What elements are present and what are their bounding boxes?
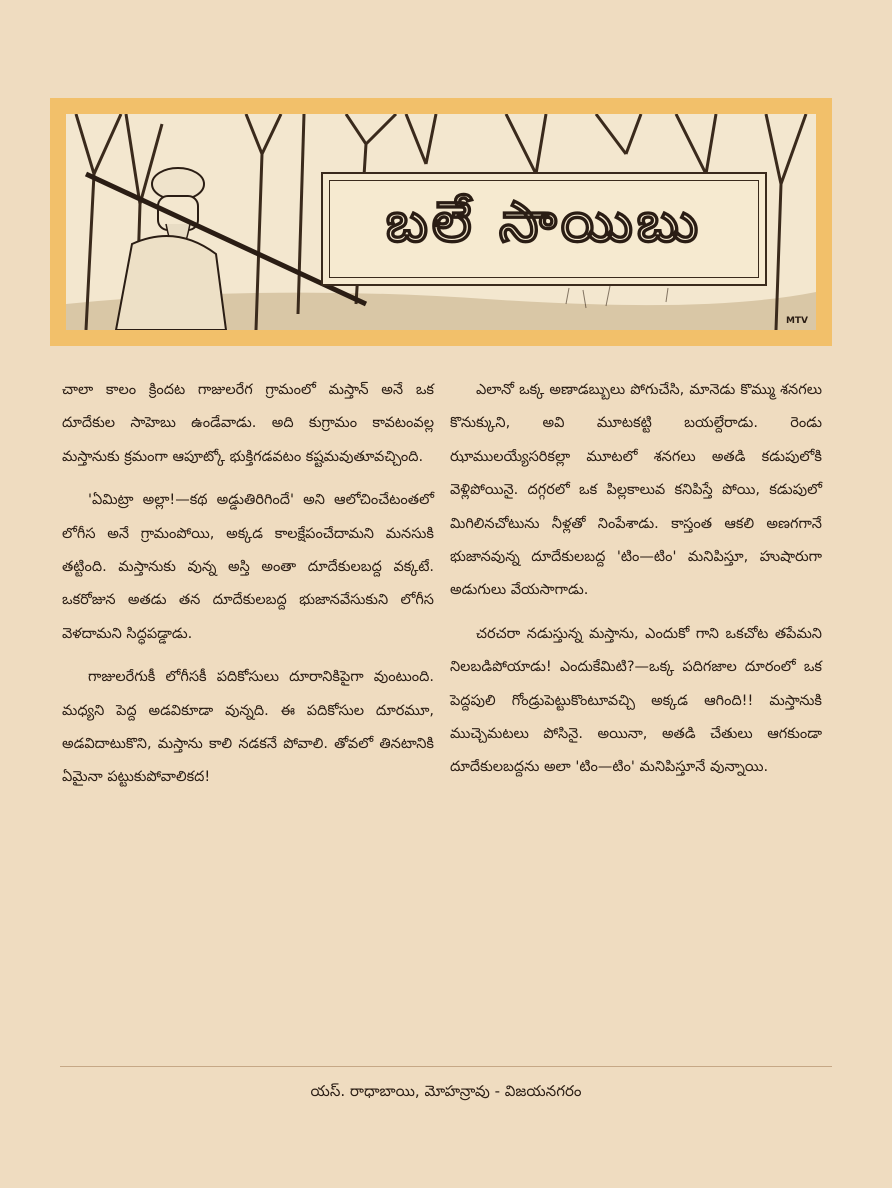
footer-divider	[60, 1066, 832, 1067]
story-title: బలే సాయిబు	[385, 189, 703, 255]
paragraph: 'ఏమిట్రా అల్లా!—కథ అడ్డుతిరిగిందే' అని ఆలోచించేటంతలో లోగీస అనే గ్రామంపోయి, అక్కడ కాలక్షేపంచేదామని మనసుకి తట్టింది. మస్తానుకు వున్న అస్తి అంతా దూదేకులబద్ద వక్కటే. ఒకరోజున అతడు తన దూదేకులబద్ద భుజానవేసుకుని లోగీస వెళదామని సిద్ధపడ్డాడు.	[62, 492, 434, 642]
right-column	[450, 374, 822, 795]
paragraph: చాలా కాలం క్రిందట గాజులరేగ గ్రామంలో మస్తాన్ అనే ఒక దూదేకుల సాహెబు ఉండేవాడు. అది కుగ్రామం కావటంవల్ల మస్తానుకు క్రమంగా ఆపూట్కో భుక్తిగడవటం కష్టమవుతూవచ్చింది.	[62, 382, 434, 465]
author-credit: యస్. రాధాబాయి, మోహన్రావు - విజయనగరం	[310, 1082, 582, 1100]
paragraph: గాజులరేగుకీ లోగీసకీ పదికోసులు దూరానికిపైగా వుంటుంది. మధ్యని పెద్ద అడవికూడా వున్నది. ఈ పదికోసుల దూరమూ, అడవిదాటుకొని, మస్తాను కాలి నడకనే పోవాలి. తోవలో తినటానికి ఏమైనా పట్టుకుపోవాలికద!	[62, 669, 434, 786]
title-frame	[321, 172, 767, 286]
paragraph: ఎలానో ఒక్క అణాడబ్బులు పోగుచేసి, మానెడు కొమ్ము శనగలు కొనుక్కుని, అవి మూటకట్టి బయల్దేరాడు. రెండు ఝాములయ్యేసరికల్లా మూటలో శనగలు అతడి కడుపులోకి వెళ్లిపోయినై. దగ్గరలో ఒక పిల్లకాలువ కనిపిస్తే పోయి, కడుపులో మిగిలినచోటును నీళ్లతో నింపేశాడు. కాస్తంత ఆకలి అణగగానే భుజానవున్న దూదేకులబద్ద 'టిం—టిం' మనిపిస్తూ, హుషారుగా అడుగులు వేయసాగాడు.	[450, 382, 822, 599]
left-column	[62, 374, 434, 805]
paragraph: చరచరా నడుస్తున్న మస్తాను, ఎందుకో గాని ఒకచోట తపేమని నిలబడిపోయాడు! ఎందుకేమిటి?—ఒక్క పదిగజాల దూరంలో ఒక పెద్దపులి గోండ్రుపెట్టుకొంటూవచ్చి అక్కడ ఆగింది!! మస్తానుకి ముచ్చెమటలు పోసినై. అయినా, అతడి చేతులు ఆగకుండా దూదేకులబద్దను అలా 'టిం—టిం' మనిపిస్తూనే వున్నాయి.	[450, 625, 822, 776]
artist-signature: MTV	[785, 316, 808, 326]
title-inner-frame	[329, 180, 759, 278]
forest-illustration	[66, 114, 816, 330]
title-banner	[50, 98, 832, 346]
